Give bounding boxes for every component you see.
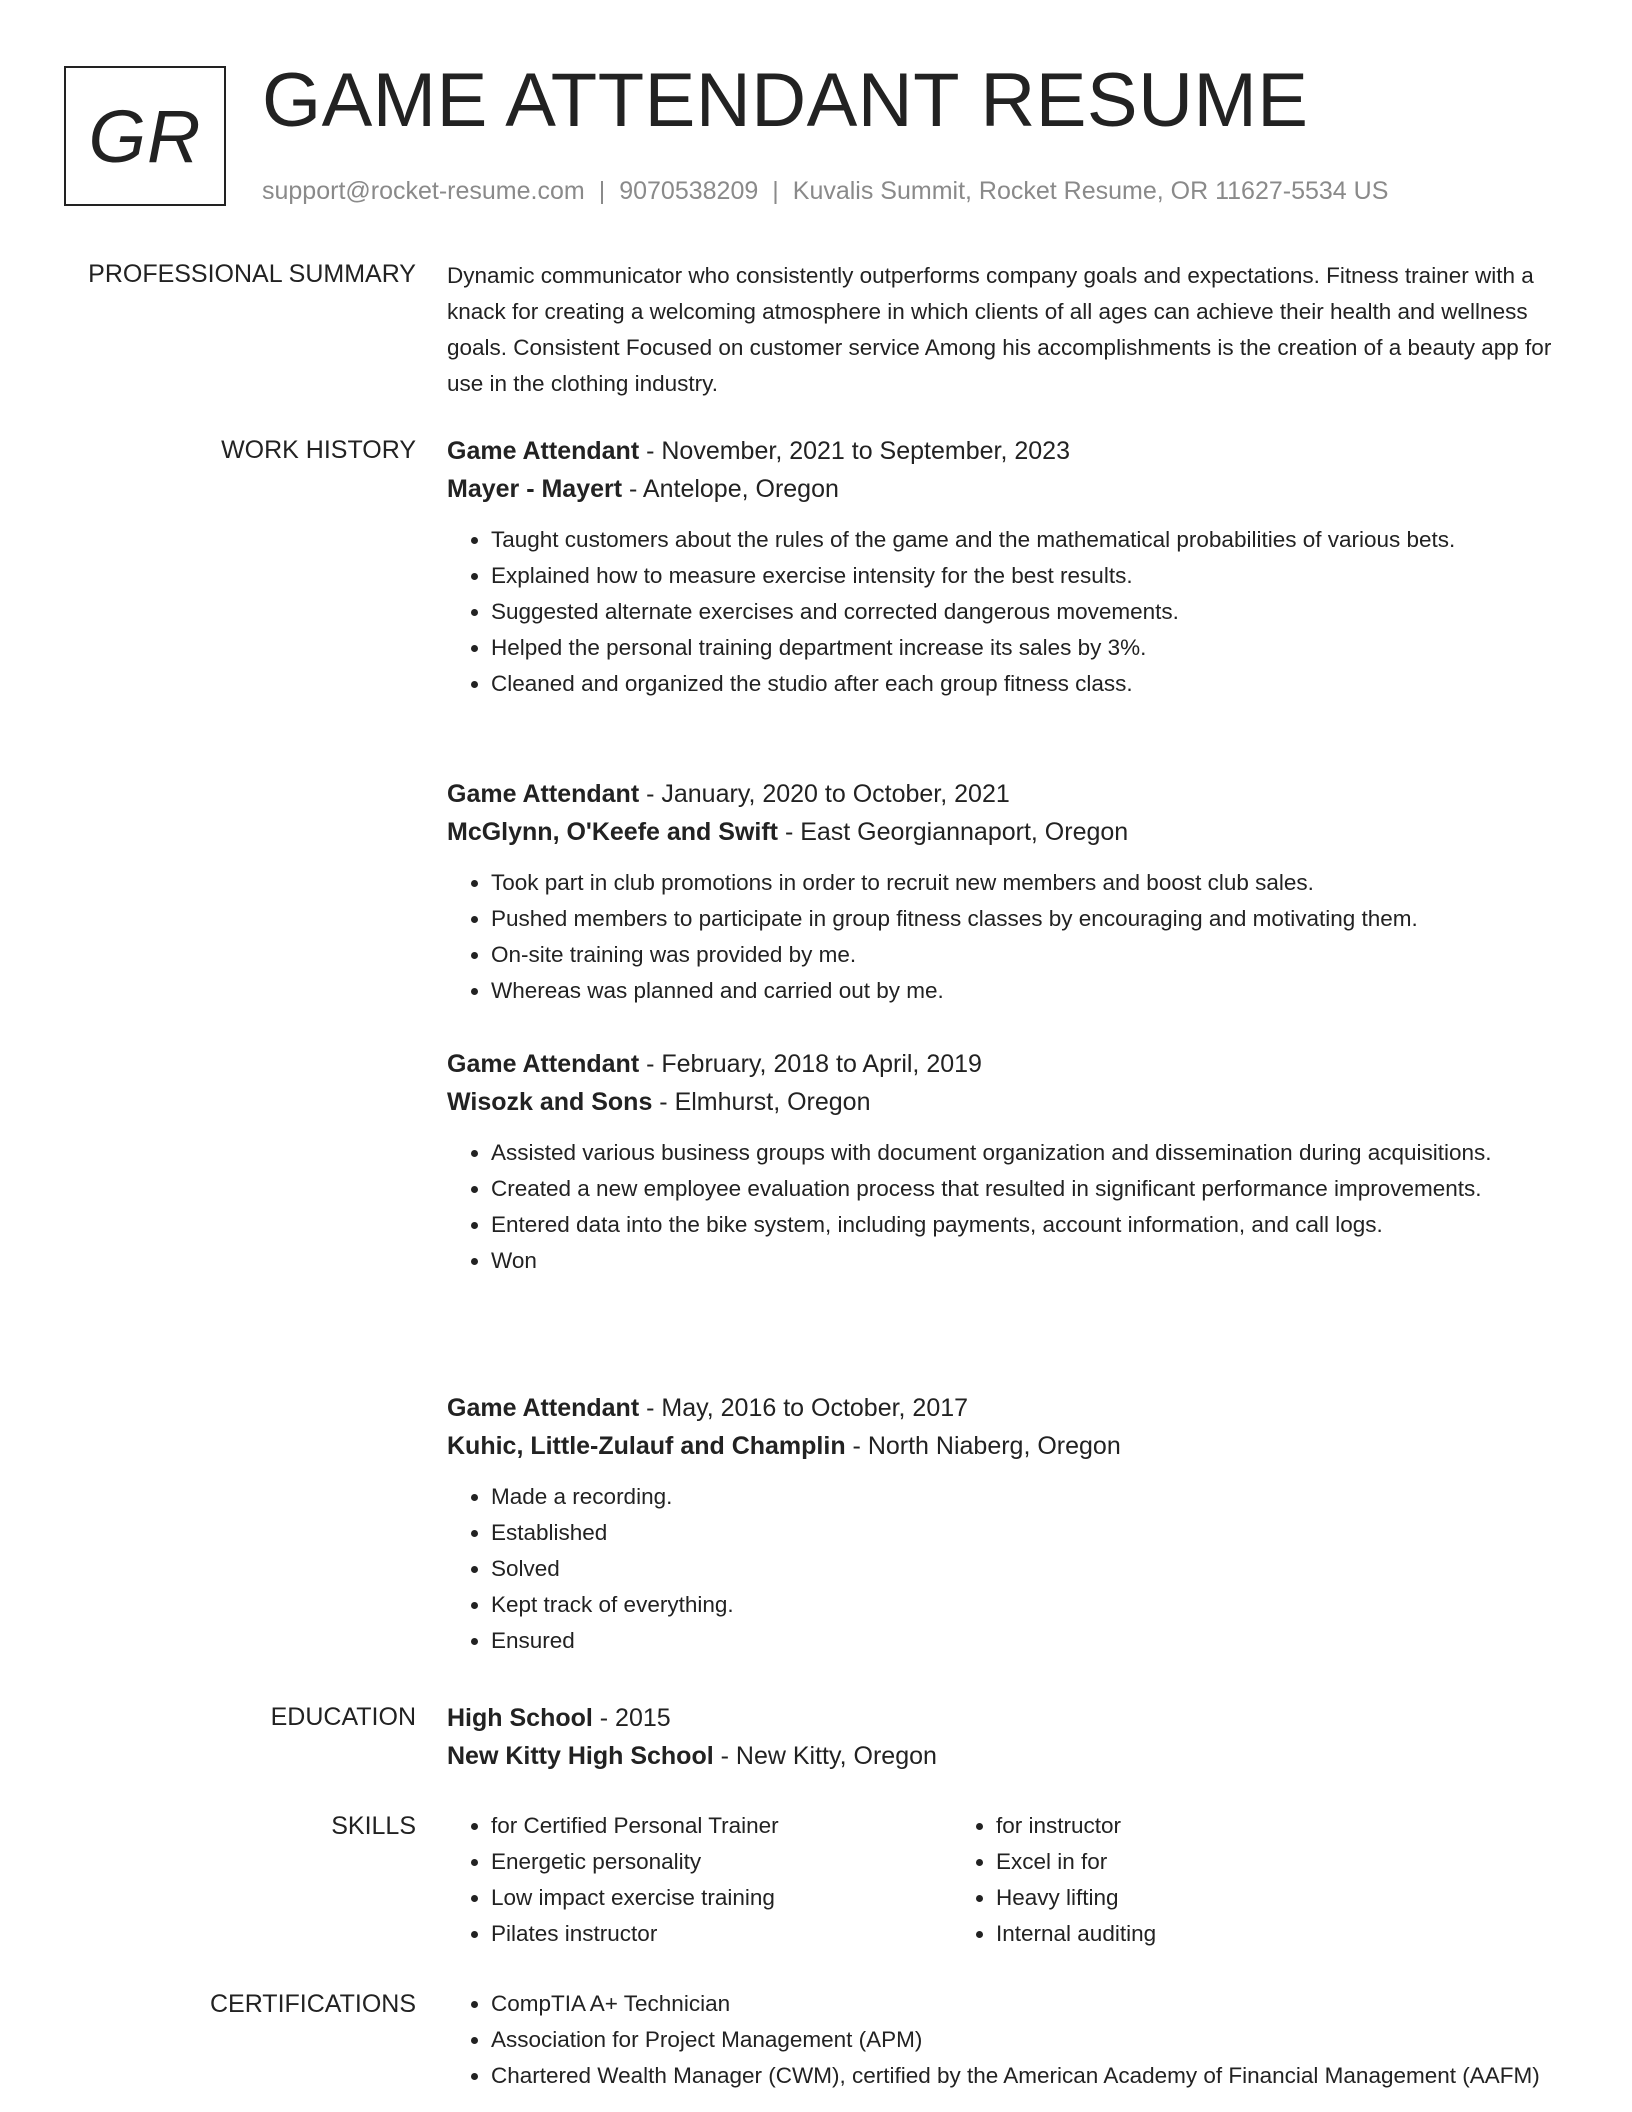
job-dates: - May, 2016 to October, 2017 <box>639 1394 969 1422</box>
job-bullets <box>447 1479 1557 1659</box>
job-company-line <box>447 470 1557 508</box>
job-bullet: • Helped the personal training department increase its sales by 3%. <box>491 630 1557 666</box>
summary-body <box>447 258 1557 402</box>
job-title-line <box>447 775 1557 813</box>
job-company: Mayer - Mayert <box>447 475 623 503</box>
skills-body <box>447 1808 1557 1952</box>
job-bullet: • Whereas was planned and carried out by me. <box>491 973 1557 1009</box>
contact-address: Kuvalis Summit, Rocket Resume, OR 11627-5534 US <box>792 177 1389 205</box>
job-title: Game Attendant <box>447 1394 640 1422</box>
section-label-work-history: WORK HISTORY <box>221 436 416 464</box>
job-bullet: • On-site training was provided by me. <box>491 937 1557 973</box>
education-school-line <box>447 1737 1557 1775</box>
job-company-line <box>447 813 1557 851</box>
job-company: McGlynn, O'Keefe and Swift <box>447 818 778 846</box>
section-label-skills: SKILLS <box>331 1812 416 1840</box>
job-bullet: • Entered data into the bike system, including payments, account information, and call logs. <box>491 1207 1557 1243</box>
job-dates: - February, 2018 to April, 2019 <box>639 1050 982 1078</box>
certification-item: • Chartered Wealth Manager (CWM), certified by the American Academy of Financial Management (AAFM) <box>491 2058 1557 2094</box>
job-entry <box>447 432 1557 702</box>
skills-columns <box>447 1808 1557 1952</box>
job-bullet: • Kept track of everything. <box>491 1587 1557 1623</box>
job-bullet: • Created a new employee evaluation process that resulted in significant performance improvements. <box>491 1171 1557 1207</box>
resume-title: GAME ATTENDANT RESUME <box>262 58 1309 143</box>
job-title: Game Attendant <box>447 780 640 808</box>
job-entry <box>447 1045 1557 1279</box>
job-company-line <box>447 1083 1557 1121</box>
monogram-logo: GR <box>64 66 226 206</box>
job-location: - North Niaberg, Oregon <box>845 1432 1121 1460</box>
skill-item: • Heavy lifting <box>996 1880 1457 1916</box>
job-dates: - January, 2020 to October, 2021 <box>639 780 1010 808</box>
skill-item: • Pilates instructor <box>491 1916 952 1952</box>
job-bullet: • Pushed members to participate in group fitness classes by encouraging and motivating them. <box>491 901 1557 937</box>
education-year: - 2015 <box>592 1704 671 1732</box>
job-title-line <box>447 1389 1557 1427</box>
certification-item: • Association for Project Management (APM) <box>491 2022 1557 2058</box>
skills-list-right <box>952 1808 1457 1952</box>
section-label-education: EDUCATION <box>270 1703 416 1731</box>
section-label-summary: PROFESSIONAL SUMMARY <box>88 260 416 288</box>
contact-email: support@rocket-resume.com <box>262 177 585 205</box>
job-bullet: • Solved <box>491 1551 1557 1587</box>
job-bullets <box>447 1135 1557 1279</box>
job-company: Kuhic, Little-Zulauf and Champlin <box>447 1432 846 1460</box>
job-bullet: • Took part in club promotions in order to recruit new members and boost club sales. <box>491 865 1557 901</box>
education-school: New Kitty High School <box>447 1742 714 1770</box>
skill-item: • for instructor <box>996 1808 1457 1844</box>
job-bullet: • Assisted various business groups with document organization and dissemination during acquisitions. <box>491 1135 1557 1171</box>
job-location: - Elmhurst, Oregon <box>652 1088 871 1116</box>
certification-item: • CompTIA A+ Technician <box>491 1986 1557 2022</box>
job-dates: - November, 2021 to September, 2023 <box>639 437 1070 465</box>
skills-list-left <box>447 1808 952 1952</box>
summary-text: Dynamic communicator who consistently outperforms company goals and expectations. Fitness trainer with a knack for creating a welcoming atmosphere in which clients of all ages can achieve their health and wellness goals. Consistent Focused on customer service Among his accomplishments is the creation of a beauty app for use in the clothing industry. <box>447 263 1552 396</box>
job-company: Wisozk and Sons <box>447 1088 653 1116</box>
skill-item: • for Certified Personal Trainer <box>491 1808 952 1844</box>
job-location: - Antelope, Oregon <box>622 475 839 503</box>
section-label-certifications: CERTIFICATIONS <box>209 1990 416 2018</box>
job-title: Game Attendant <box>447 437 640 465</box>
job-bullet: • Made a recording. <box>491 1479 1557 1515</box>
job-bullet: • Cleaned and organized the studio after each group fitness class. <box>491 666 1557 702</box>
skill-item: • Excel in for <box>996 1844 1457 1880</box>
job-bullet: • Suggested alternate exercises and corrected dangerous movements. <box>491 594 1557 630</box>
education-body <box>447 1699 1557 1775</box>
job-bullets <box>447 865 1557 1009</box>
job-location: - East Georgiannaport, Oregon <box>778 818 1129 846</box>
education-degree: High School <box>447 1704 593 1732</box>
contact-phone: 9070538209 <box>619 177 759 205</box>
certifications-body <box>447 1986 1557 2094</box>
education-degree-line <box>447 1699 1557 1737</box>
job-entry <box>447 775 1557 1009</box>
job-bullet: • Established <box>491 1515 1557 1551</box>
job-bullet: • Ensured <box>491 1623 1557 1659</box>
contact-separator: | <box>598 177 606 205</box>
job-bullet: • Won <box>491 1243 1557 1279</box>
job-bullets <box>447 522 1557 702</box>
job-bullet: • Explained how to measure exercise intensity for the best results. <box>491 558 1557 594</box>
skill-item: • Internal auditing <box>996 1916 1457 1952</box>
job-bullet: • Taught customers about the rules of the game and the mathematical probabilities of various bets. <box>491 522 1557 558</box>
contact-separator: | <box>772 177 779 205</box>
job-entry <box>447 1389 1557 1659</box>
certifications-list <box>447 1986 1557 2094</box>
job-company-line <box>447 1427 1557 1465</box>
skill-item: • Energetic personality <box>491 1844 952 1880</box>
education-location: - New Kitty, Oregon <box>713 1742 937 1770</box>
job-title-line <box>447 1045 1557 1083</box>
skill-item: • Low impact exercise training <box>491 1880 952 1916</box>
job-title: Game Attendant <box>447 1050 640 1078</box>
job-title-line <box>447 432 1557 470</box>
contact-line <box>262 174 1388 208</box>
